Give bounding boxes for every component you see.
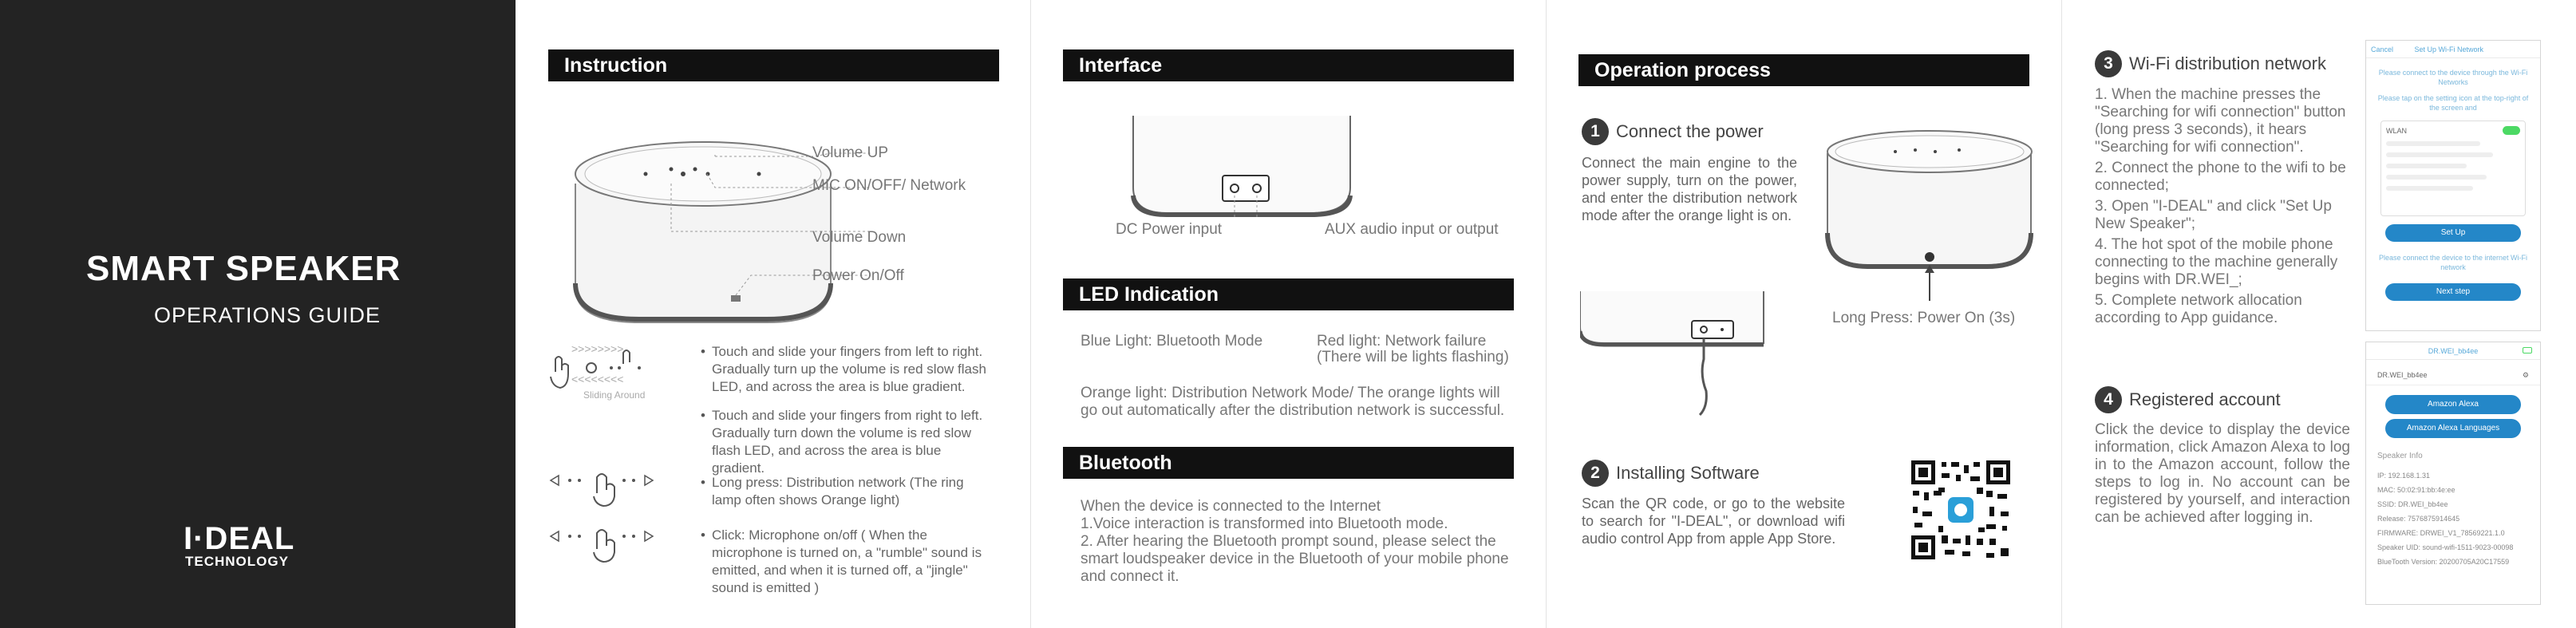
interface-port-illustration [1111, 116, 1374, 219]
info-mac: MAC: 50:02:91:bb:4e:ee [2377, 486, 2455, 494]
bluetooth-line-3: 2. After hearing the Bluetooth prompt sound, please select the smart loudspeaker device in the Bluetooth of your mobile phone and connect it. [1081, 533, 1509, 585]
wifi-list-item[interactable] [2386, 186, 2473, 191]
gesture-long-press: • Long press: Distribution network (The ring lamp often shows Orange light) [701, 474, 988, 509]
wifi-signal-icon [2523, 347, 2532, 353]
phone2-device-row[interactable] [2366, 360, 2540, 385]
aux-input-label: AUX audio input or output [1325, 221, 1499, 238]
label-power: Power On/Off [812, 267, 904, 284]
wifi-list-item[interactable] [2386, 141, 2480, 146]
bluetooth-header: Bluetooth [1063, 447, 1514, 479]
speaker-power-illustration [1819, 129, 2043, 313]
led-orange: Orange light: Distribution Network Mode/ The orange lights will go out automatically after the distribution network is successful. [1081, 385, 1505, 419]
interface-panel [1031, 0, 1546, 628]
brand-logo [184, 523, 294, 569]
gesture-slide-left: • Touch and slide your fingers from right to left. Gradually turn down the volume is red slow flash LED, and across the area is blue gradient. [701, 407, 992, 477]
guide-subtitle: OPERATIONS GUIDE [154, 303, 381, 327]
wifi-list-item[interactable] [2386, 164, 2467, 168]
info-ip: IP: 192.168.1.31 [2377, 472, 2431, 480]
info-bluetooth-version: BlueTooth Version: 20200705A20C17559 [2377, 558, 2510, 566]
bluetooth-text [1081, 498, 1523, 586]
gesture-click: • Click: Microphone on/off ( When the microphone is turned on, a "rumble" sound is emitted, and when it is turned off, a "jingle" sound is emitted ) [701, 527, 998, 597]
label-mic: MIC ON/OFF/ Network [812, 177, 966, 194]
phone1-note-2: Please tap on the setting icon at the top-right of the screen and [2377, 94, 2529, 112]
led-red-1: Red light: Network failure [1317, 333, 1487, 350]
label-volume-down: Volume Down [812, 229, 907, 246]
label-volume-up: Volume UP [812, 144, 889, 161]
phone2-header [2366, 342, 2540, 360]
gesture-slide-right: • Touch and slide your fingers from left to right. Gradually turn up the volume is red slow flash LED, and across the area is blue gradient. [701, 343, 992, 396]
phone1-note-1: Please connect to the device through the Wi-Fi Networks [2378, 69, 2528, 86]
step-2-text: Scan the QR code, or go to the website to search for "I-DEAL", or download wifi audio control App from apple App Store. [1582, 496, 1845, 547]
wifi-panel [2062, 0, 2576, 628]
next-step-button[interactable]: Next step [2385, 283, 2521, 301]
operation-header: Operation process [1578, 54, 2029, 86]
info-ssid: SSID: DR.WEI_bb4ee [2377, 500, 2448, 508]
phone1-note-3: Please connect the device to the internet Wi-Fi network [2378, 254, 2528, 271]
speaker-back-illustration [1580, 287, 1780, 423]
step-1-title: Connect the power [1616, 121, 1764, 141]
info-speaker-uid: Speaker UID: sound-wifi-1511-9023-00098 [2377, 543, 2514, 551]
step-4-text: Click the device to display the device information, click Amazon Alexa to log in to the Amazon account, follow the steps to log in. No account can be registered by yourself, and interaction can be achieved after logging in. [2095, 421, 2350, 526]
step-3-title: Wi-Fi distribution network [2129, 53, 2326, 73]
wifi-steps [2095, 86, 2350, 327]
phone2-device-name: DR.WEI_bb4ee [2377, 371, 2428, 379]
led-blue: Blue Light: Bluetooth Mode [1081, 333, 1263, 350]
instruction-panel [516, 0, 1030, 628]
wifi-list-item[interactable] [2386, 152, 2493, 157]
phone1-title: Set Up Wi-Fi Network [2414, 45, 2484, 53]
phone1-header [2366, 41, 2540, 58]
wifi-list-item[interactable] [2386, 175, 2487, 180]
phone1-cancel[interactable]: Cancel [2371, 45, 2394, 53]
phone1-wlan-panel [2380, 120, 2526, 216]
step-1-number: 1 [1582, 118, 1609, 145]
info-release: Release: 7576875914645 [2377, 515, 2460, 523]
qr-code[interactable] [1910, 459, 2012, 561]
logo-sub-text: TECHNOLOGY [185, 554, 289, 569]
step-3-number: 3 [2095, 50, 2122, 77]
svg-text:>>>>>>>>: >>>>>>>> [571, 342, 624, 355]
sliding-caption: Sliding Around [583, 389, 646, 401]
step-4-title: Registered account [2129, 389, 2281, 409]
dc-input-label: DC Power input [1116, 221, 1223, 238]
wifi-step-3: 3. Open "I-DEAL" and click "Set Up New Speaker"; [2095, 198, 2332, 232]
step-2-number: 2 [1582, 460, 1609, 487]
amazon-alexa-button[interactable]: Amazon Alexa [2385, 395, 2521, 414]
led-red-2: (There will be lights flashing) [1317, 349, 1509, 365]
wlan-toggle-icon[interactable] [2503, 126, 2520, 135]
long-press-label: Long Press: Power On (3s) [1832, 310, 2016, 326]
wifi-step-4: 4. The hot spot of the mobile phone connecting to the machine generally begins with DR.WEI_; [2095, 236, 2338, 288]
phone1-wlan-label: WLAN [2386, 126, 2408, 135]
wifi-step-5: 5. Complete network allocation according to App guidance. [2095, 292, 2302, 326]
click-icon [547, 525, 659, 565]
step-4-number: 4 [2095, 386, 2122, 413]
led-header: LED Indication [1063, 278, 1514, 310]
wifi-step-1: 1. When the machine presses the "Searching for wifi connection" button (long press 3 seconds), it hears "Searching for wifi connection". [2095, 86, 2346, 156]
bluetooth-line-1: When the device is connected to the Internet [1081, 498, 1381, 515]
app-wifi-setup-screenshot [2365, 40, 2541, 331]
gesture-list-1 [701, 343, 992, 488]
bluetooth-line-2: 1.Voice interaction is transformed into Bluetooth mode. [1081, 515, 1448, 532]
gesture-list-2 [701, 474, 988, 520]
logo-main-text: I·DEAL [184, 521, 295, 556]
amazon-alexa-languages-button[interactable]: Amazon Alexa Languages [2385, 419, 2521, 438]
settings-icon[interactable]: ⚙ [2522, 371, 2529, 379]
info-firmware: FIRMWARE: DRWEI_V1_78569221.1.0 [2377, 529, 2505, 537]
cover-panel [0, 0, 516, 628]
step-1-text: Connect the main engine to the power supply, turn on the power, and enter the distribution network mode after the orange light is on. [1582, 155, 1797, 223]
step-2-title: Installing Software [1616, 463, 1760, 483]
set-up-button[interactable]: Set Up [2385, 224, 2521, 242]
svg-text:<<<<<<<<: <<<<<<<< [571, 373, 624, 385]
phone2-title: DR.WEI_bb4ee [2428, 347, 2479, 355]
long-press-icon [547, 469, 659, 509]
wifi-step-2: 2. Connect the phone to the wifi to be connected; [2095, 160, 2346, 194]
app-device-info-screenshot [2365, 342, 2541, 605]
gesture-list-3 [701, 527, 998, 608]
interface-header: Interface [1063, 49, 1514, 81]
speaker-info-title: Speaker Info [2377, 452, 2423, 460]
instruction-header: Instruction [548, 49, 999, 81]
operation-panel [1547, 0, 2061, 628]
guide-title: SMART SPEAKER [86, 249, 401, 288]
phone1-wlan-row [2386, 126, 2520, 135]
